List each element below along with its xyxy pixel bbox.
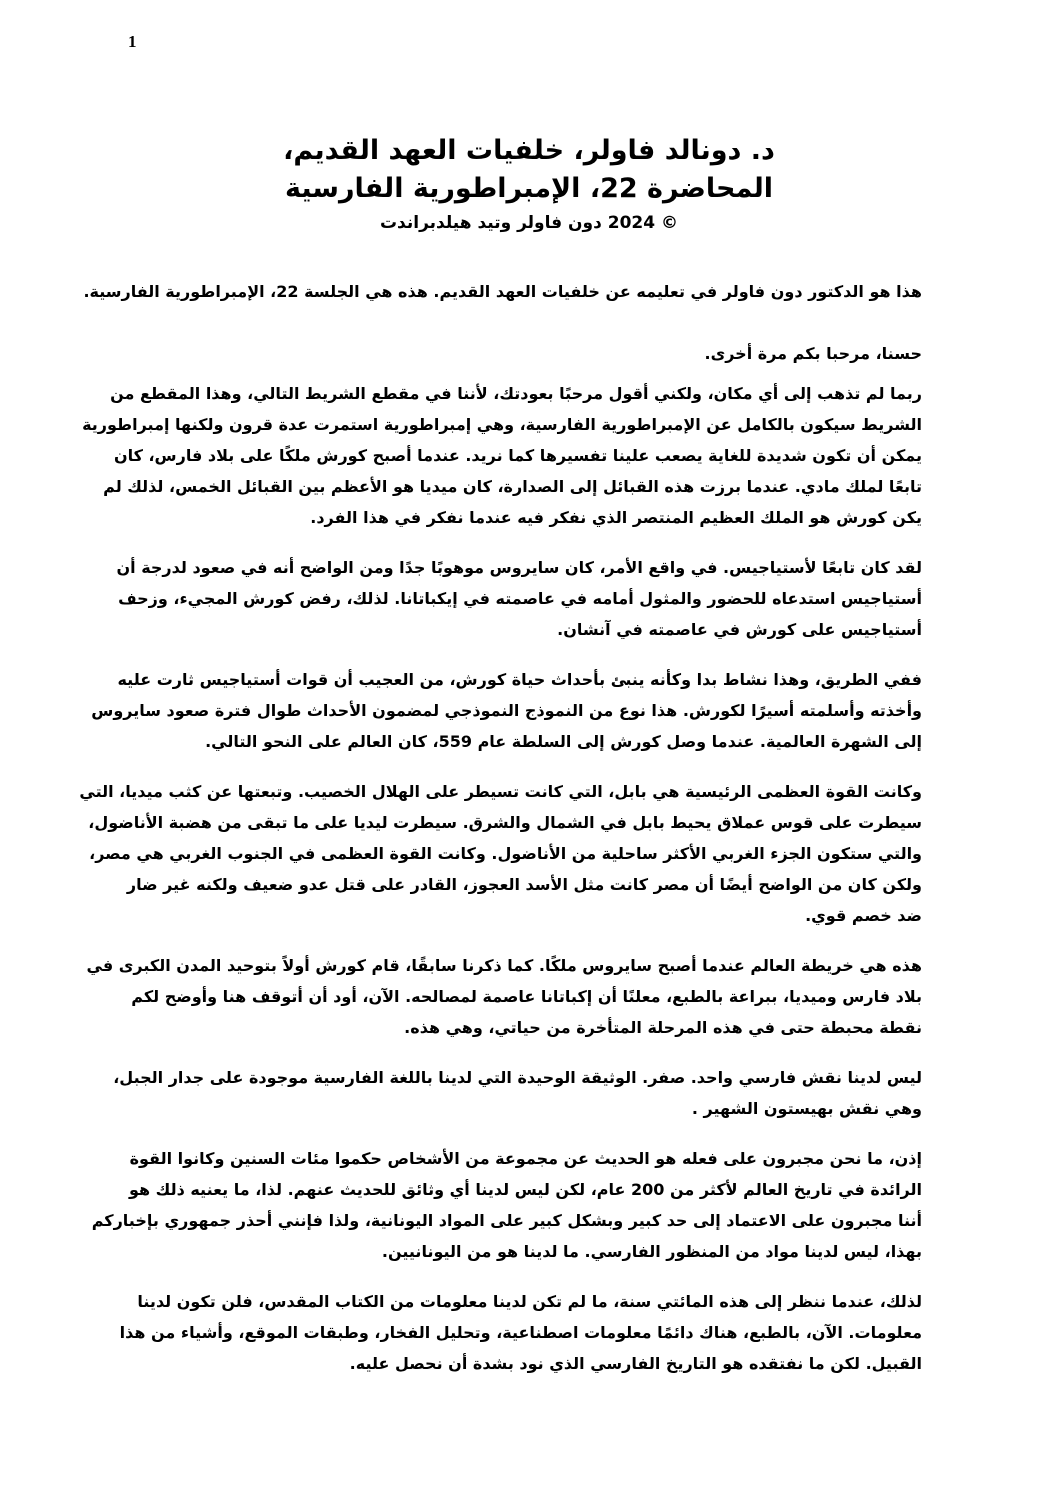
paragraph [82,378,922,533]
text-line: نقطة محبطة حتى في هذه المرحلة المتأخرة من حياتي، وهي هذه. [404,1018,922,1037]
text-line: هذه هي خريطة العالم عندما أصبح سايروس ملكًا. كما ذكرنا سابقًا، قام كورش أولاً بتوحيد المدن الكبرى في [86,956,922,975]
text-line: ليس لدينا نقش فارسي واحد. صفر. الوثيقة الوحيدة التي لدينا باللغة الفارسية موجودة على جدار الجبل، [113,1068,922,1087]
text-line: إذن، ما نحن مجبرون على فعله هو الحديث عن مجموعة من الأشخاص حكموا مئات السنين وكانوا القوة [129,1149,922,1168]
text-line: هذا هو الدكتور دون فاولر في تعليمه عن خلفيات العهد القديم. هذه هي الجلسة 22، الإمبراطورية الفارسية. [83,282,922,301]
paragraph [119,1286,922,1379]
paragraph [130,338,922,369]
text-line: أستياجيس على كورش في عاصمته في آنشان. [557,620,922,639]
text-line: بهذا، ليس لدينا مواد من المنظور الفارسي. ما لدينا هو من اليونانيين. [381,1242,922,1261]
paragraph [86,950,922,1043]
paragraph [79,776,922,931]
text-line: وأخذته وأسلمته أسيرًا لكورش. هذا نوع من النموذج النموذجي لمضمون الأحداث طوال فترة صعود سايروس [91,701,922,720]
text-line: لذلك، عندما ننظر إلى هذه المائتي سنة، ما لم تكن لدينا معلومات من الكتاب المقدس، فلن تكون لدينا [137,1292,922,1311]
document-body [79,276,922,1398]
text-line: والتي ستكون الجزء الغربي الأكثر ساحلية من الأناضول. وكانت القوة العظمى في الجنوب الغربي هي مصر، [89,844,922,863]
paragraph [116,552,922,645]
document-title-line-2: المحاضرة 22، الإمبراطورية الفارسية [285,173,773,204]
text-line: معلومات. الآن، بالطبع، هناك دائمًا معلومات اصطناعية، وتحليل الفخار، وطبقات الموقع، وأشياء من هذا [119,1323,922,1342]
text-line: سيطرت على قوس عملاق يحيط بابل في الشمال والشرق. سيطرت ليديا على ما تبقى من هضبة الأناضول، [88,813,922,832]
paragraph [91,1143,922,1267]
paragraph [91,664,922,757]
text-line: الرائدة في تاريخ العالم لأكثر من 200 عام، لكن ليس لدينا أي وثائق للحديث عنهم. لذا، ما يعنيه ذلك هو [128,1180,922,1199]
text-line: أستياجيس استدعاه للحضور والمثول أمامه في عاصمته في إيكباتانا. لذلك، رفض كورش المجيء، وزحف [118,589,922,608]
paragraph [83,276,922,307]
paragraph [113,1062,922,1124]
document-header [0,132,1058,238]
text-line: لقد كان تابعًا لأستياجيس. في واقع الأمر، كان سايروس موهوبًا جدًا ومن الواضح أنه في صعود لدرجة أن [116,558,922,577]
text-line: أننا مجبرون على الاعتماد إلى حد كبير وبشكل كبير على المواد اليونانية، ولذا فإنني أحذر جمهوري بإخباركم [91,1211,922,1230]
text-line: ضد خصم قوي. [805,906,922,925]
text-line: إلى الشهرة العالمية. عندما وصل كورش إلى السلطة عام 559، كان العالم على النحو التالي. [205,732,922,751]
text-line: حسنا، مرحبا بكم مرة أخرى. [704,344,922,363]
text-line: يمكن أن تكون شديدة للغاية يصعب علينا تفسيرها كما نريد. عندما أصبح كورش ملكًا على بلاد فارس، كان [113,446,922,465]
text-line: ولكن كان من الواضح أيضًا أن مصر كانت مثل الأسد العجوز، القادر على قتل عدو ضعيف ولكنه غير ضار [126,875,922,894]
copyright-line: © 2024 دون فاولر وتيد هيلدبراندت [379,213,679,233]
text-line: ربما لم تذهب إلى أي مكان، ولكني أقول مرحبًا بعودتك، لأننا في مقطع الشريط التالي، وهذا المقطع من [110,384,922,403]
text-line: الشريط سيكون بالكامل عن الإمبراطورية الفارسية، وهي إمبراطورية استمرت عدة قرون ولكنها إمبراطورية [82,415,922,434]
text-line: يكن كورش هو الملك العظيم المنتصر الذي نفكر فيه عندما نفكر في هذا الفرد. [310,508,922,527]
document-title-line-1: د. دونالد فاولر، خلفيات العهد القديم، [283,135,775,166]
text-line: بلاد فارس وميديا، ببراعة بالطبع، معلنًا أن إكباتانا عاصمة لمصالحه. الآن، أود أن أتوقف هنا وأوضح لكم [131,987,922,1006]
text-line: وكانت القوة العظمى الرئيسية هي بابل، التي كانت تسيطر على الهلال الخصيب. وتبعتها عن كثب ميديا، التي [79,782,922,801]
text-line: وهي نقش بهيستون الشهير . [691,1099,922,1118]
text-line: القبيل. لكن ما نفتقده هو التاريخ الفارسي الذي نود بشدة أن نحصل عليه. [349,1354,922,1373]
page-number: 1 [128,32,137,51]
text-line: ففي الطريق، وهذا نشاط بدا وكأنه ينبئ بأحداث حياة كورش، من العجيب أن قوات أستياجيس ثارت عليه [117,670,922,689]
text-line: تابعًا لملك مادي. عندما برزت هذه القبائل إلى الصدارة، كان ميديا هو الأعظم بين القبائل الخمس، لذلك لم [103,477,922,496]
